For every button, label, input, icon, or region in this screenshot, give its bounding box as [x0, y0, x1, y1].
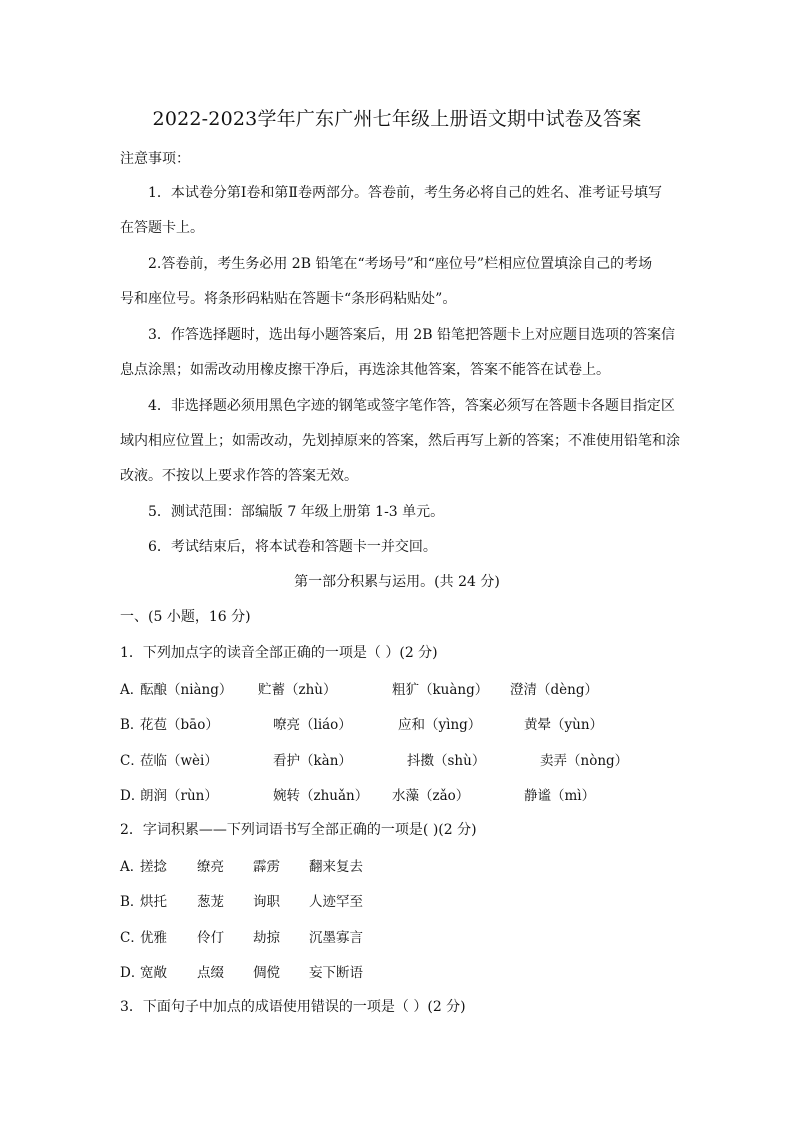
q1-option-a-letter: A．	[120, 682, 144, 698]
section-heading: 一、(5 小题，16 分)	[120, 609, 251, 625]
q1-option-c-item-3: 抖擞（shù）	[407, 753, 486, 769]
q2-option-d-letter: D．	[120, 965, 145, 981]
q1-option-c-letter: C．	[120, 753, 144, 769]
q1-option-a-item-4: 澄清（dèng）	[510, 682, 598, 698]
q2-option-b-item-1: 烘托	[140, 894, 167, 910]
q1-option-d-letter: D．	[120, 788, 145, 804]
page-title: 2022-2023学年广东广州七年级上册语文期中试卷及答案	[152, 108, 642, 130]
q2-option-c-item-3: 劫掠	[253, 930, 280, 946]
q2-option-c-letter: C．	[120, 930, 144, 946]
question-3-stem: 3．下面句子中加点的成语使用错误的一项是（ ）(2 分)	[120, 999, 466, 1015]
q1-option-d-item-3: 水藻（zǎo）	[392, 788, 470, 804]
question-1-stem: 1．下列加点字的读音全部正确的一项是（ ）(2 分)	[120, 645, 438, 661]
q1-option-b-item-3: 应和（yìng）	[398, 717, 482, 733]
q2-option-d-item-2: 点缀	[197, 965, 224, 981]
q2-option-c-item-2: 伶仃	[197, 930, 224, 946]
q2-option-b-item-4: 人迹罕至	[309, 894, 363, 910]
q2-option-c-item-1: 优雅	[140, 930, 167, 946]
note-1-line-2: 在答题卡上。	[120, 220, 204, 236]
notice-heading: 注意事项：	[120, 151, 190, 167]
q2-option-d-item-1: 宽敞	[140, 965, 167, 981]
q1-option-b-item-2: 嘹亮（liáo）	[273, 717, 352, 733]
note-4-line-2: 域内相应位置上；如需改动，先划掉原来的答案，然后再写上新的答案；不准使用铅笔和涂	[120, 433, 680, 449]
note-3-line-1: 3．作答选择题时，选出每小题答案后，用 2B 铅笔把答题卡上对应题目选项的答案信	[148, 327, 676, 343]
note-4-line-1: 4．非选择题必须用黑色字迹的钢笔或签字笔作答，答案必须写在答题卡各题目指定区	[148, 398, 675, 414]
note-6: 6．考试结束后，将本试卷和答题卡一并交回。	[148, 539, 437, 555]
question-2-stem: 2．字词积累——下列词语书写全部正确的一项是( )(2 分)	[120, 822, 477, 838]
q1-option-c-item-1: 莅临（wèi）	[140, 753, 218, 769]
q1-option-a-item-2: 贮蓄（zhù）	[258, 682, 337, 698]
note-2-line-2: 号和座位号。将条形码粘贴在答题卡“条形码粘贴处”。	[120, 291, 457, 307]
note-2-line-1: 2.答卷前，考生务必用 2B 铅笔在“考场号”和“座位号”栏相应位置填涂自己的考场	[148, 256, 653, 272]
q2-option-d-item-3: 倜傥	[253, 965, 280, 981]
q2-option-a-item-3: 霹雳	[253, 859, 280, 875]
q2-option-a-item-2: 缭亮	[197, 859, 224, 875]
part-heading: 第一部分积累与运用。(共 24 分)	[294, 574, 500, 590]
q2-option-c-item-4: 沉墨寡言	[309, 930, 363, 946]
q1-option-a-item-3: 粗犷（kuàng）	[392, 682, 489, 698]
note-3-line-2: 息点涂黑；如需改动用橡皮擦干净后，再选涂其他答案，答案不能答在试卷上。	[120, 362, 610, 378]
q1-option-c-item-4: 卖弄（nòng）	[540, 753, 629, 769]
note-4-line-3: 改液。不按以上要求作答的答案无效。	[120, 468, 358, 484]
q1-option-d-item-2: 婉转（zhuǎn）	[273, 788, 369, 804]
note-1-line-1: 1．本试卷分第Ⅰ卷和第Ⅱ卷两部分。答卷前，考生务必将自己的姓名、准考证号填写	[148, 185, 662, 201]
q1-option-d-item-1: 朗润（rùn）	[140, 788, 218, 804]
q1-option-b-item-1: 花苞（bāo）	[140, 717, 219, 733]
q1-option-b-letter: B．	[120, 717, 144, 733]
q2-option-b-letter: B．	[120, 894, 144, 910]
q2-option-b-item-2: 葱茏	[197, 894, 224, 910]
q1-option-d-item-4: 静谧（mì）	[524, 788, 596, 804]
q2-option-d-item-4: 妄下断语	[309, 965, 363, 981]
q2-option-a-item-4: 翻来复去	[309, 859, 363, 875]
q1-option-a-item-1: 酝酿（niàng）	[140, 682, 233, 698]
q2-option-b-item-3: 询职	[253, 894, 280, 910]
q1-option-c-item-2: 看护（kàn）	[273, 753, 352, 769]
q2-option-a-letter: A．	[120, 859, 144, 875]
q1-option-b-item-4: 黄晕（yùn）	[524, 717, 604, 733]
note-5: 5．测试范围：部编版 7 年级上册第 1-3 单元。	[148, 504, 445, 520]
q2-option-a-item-1: 搓捻	[140, 859, 167, 875]
